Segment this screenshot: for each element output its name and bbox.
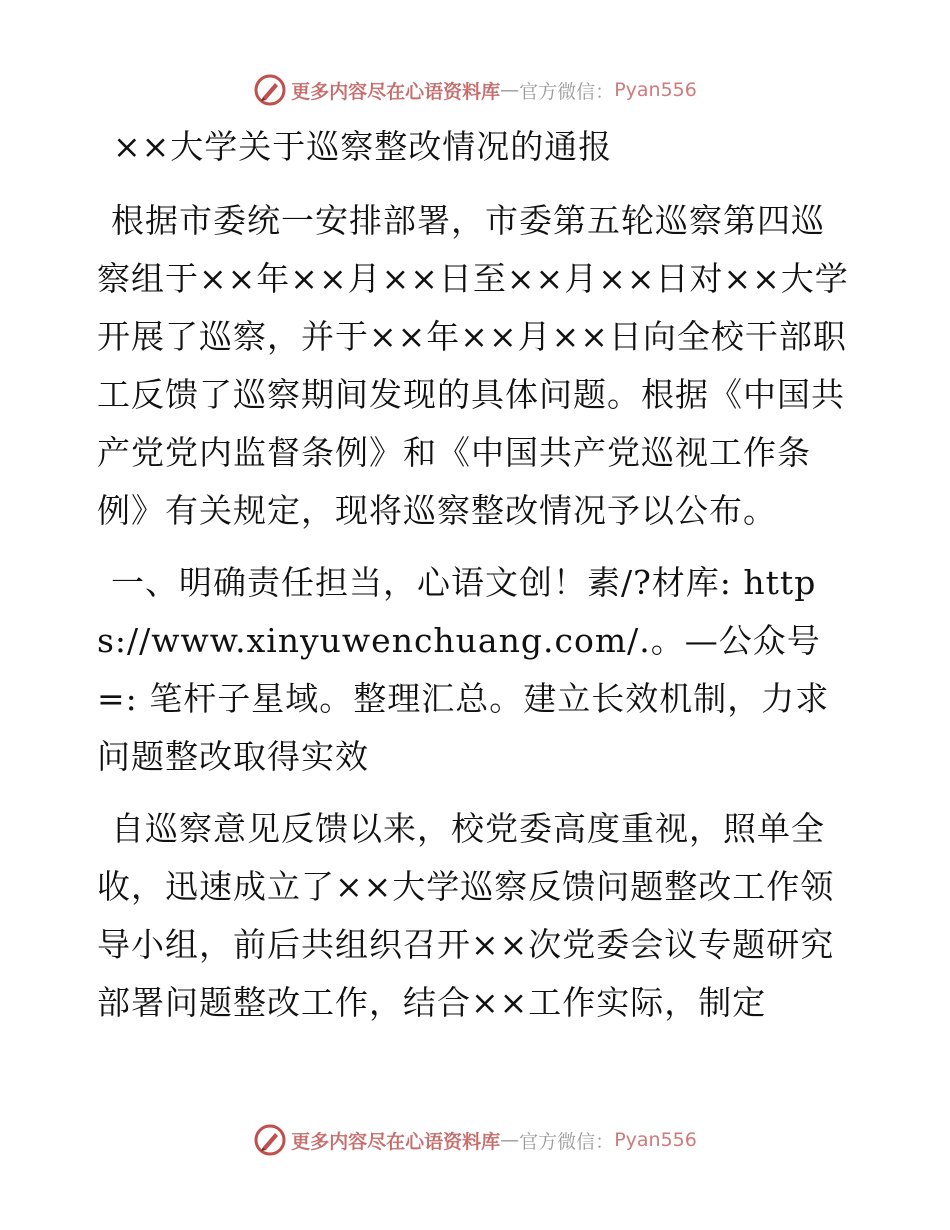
watermark-dash: — [500,79,520,101]
watermark-brand: Pyan556 [614,1129,697,1151]
paragraph-intro [97,192,857,540]
pen-logo-icon [253,73,287,107]
watermark-main-text: 更多内容尽在心语资料库 [291,1130,501,1153]
paragraph-feedback [97,800,857,1032]
paragraph-section-one-text: 一、明确责任担当，心语文创！素/?材库: https://www.xinyuwenchuang.com/.。—公众号=: 笔杆子星域。整理汇总。建立长效机制，力求问题整改取得实效 [97,563,830,776]
paragraph-section-one [97,554,857,786]
watermark-main-text: 更多内容尽在心语资料库 [291,80,501,103]
watermark-banner-top [0,70,950,110]
watermark-dash: — [500,1129,520,1151]
watermark-banner-bottom [0,1120,950,1160]
watermark-label: 官方微信： [519,1130,615,1153]
watermark-label: 官方微信： [519,80,615,103]
paragraph-intro-text: 根据市委统一安排部署，市委第五轮巡察第四巡察组于××年××月××日至××月××日对××大学开展了巡察，并于××年××月××日向全校干部职工反馈了巡察期间发现的具体问题。根据《中国共产党党内监督条例》和《中国共产党巡视工作条例》有关规定，现将巡察整改情况予以公布。 [97,201,849,530]
document-body [97,124,857,1046]
watermark-brand: Pyan556 [614,79,697,101]
document-title: ××大学关于巡察整改情况的通报 [113,127,613,166]
pen-logo-icon [253,1123,287,1157]
paragraph-feedback-text: 自巡察意见反馈以来，校党委高度重视，照单全收，迅速成立了××大学巡察反馈问题整改工作领导小组，前后共组织召开××次党委会议专题研究部署问题整改工作，结合××工作实际，制定 [97,809,835,1022]
